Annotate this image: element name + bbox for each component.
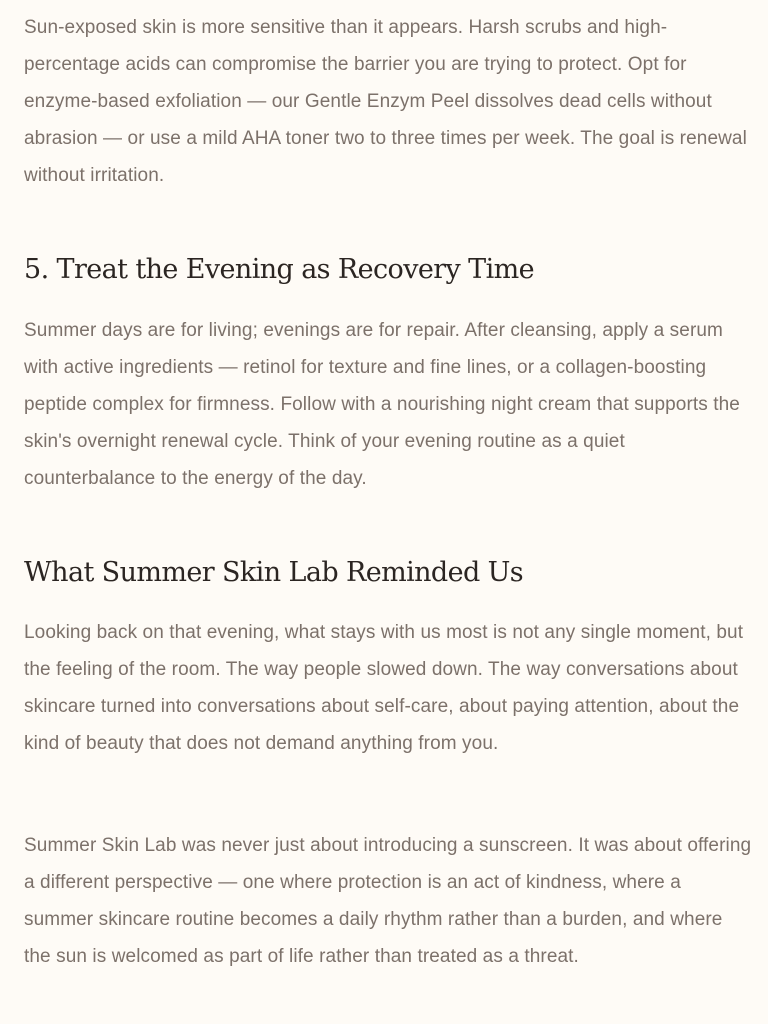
evening-recovery-paragraph: Summer days are for living; evenings are for repair. After cleansing, apply a serum with active ingredients — retinol for texture and fine lines, or a collagen-boosting peptide complex for firmness. Follow with a nourishing night cream that supports the skin's overnight renewal cycle. Think of your evening routine as a quiet counterbalance to the energy of the day. xyxy=(24,320,740,489)
closing-section-heading: What Summer Skin Lab Reminded Us xyxy=(24,557,524,588)
closing-paragraph-2: Summer Skin Lab was never just about introducing a sunscreen. It was about offering a different perspective — one where protection is an act of kindness, where a summer skincare routine becomes a daily rhythm rather than a burden, and where the sun is welcomed as part of life rather than treated as a threat. xyxy=(24,835,752,967)
section-5-heading: 5. Treat the Evening as Recovery Time xyxy=(24,254,535,285)
closing-paragraph-1: Looking back on that evening, what stays with us most is not any single moment, but the feeling of the room. The way people slowed down. The way conversations about skincare turned into conversations about self-care, about paying attention, about the kind of beauty that does not demand anything from you. xyxy=(24,622,744,754)
exfoliation-paragraph: Sun-exposed skin is more sensitive than it appears. Harsh scrubs and high-percentage acids can compromise the barrier you are trying to protect. Opt for enzyme-based exfoliation — our Gentle Enzym Peel dissolves dead cells without abrasion — or use a mild AHA toner two to three times per week. The goal is renewal without irritation. xyxy=(24,17,747,186)
